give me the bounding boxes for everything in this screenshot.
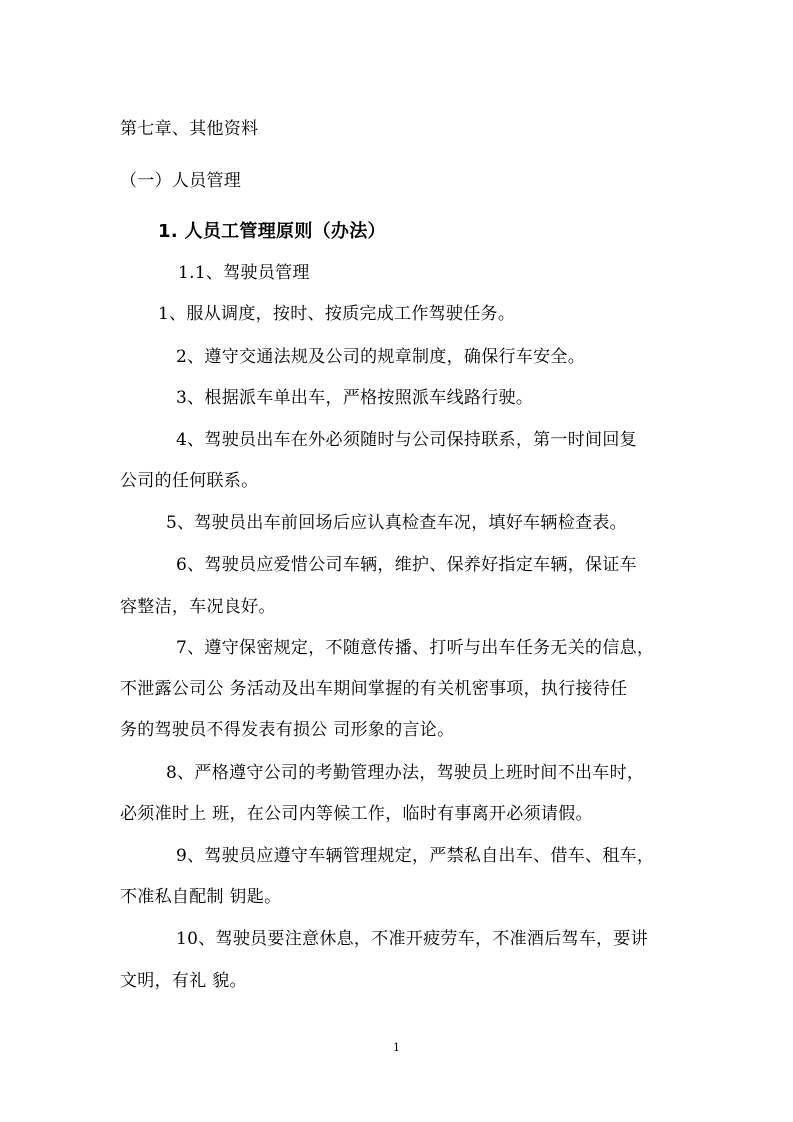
rule-7-line-2: 不泄露公司公 务活动及出车期间掌握的有关机密事项，执行接待任 xyxy=(120,679,628,699)
chapter-title: 第七章、其他资料 xyxy=(120,119,259,139)
rule-7-line-3: 务的驾驶员不得发表有损公 司形象的言论。 xyxy=(120,720,455,740)
rule-9-line-2: 不准私自配制 钥匙。 xyxy=(120,887,282,907)
rule-10-line-1: 10、驾驶员要注意休息，不准开疲劳车，不准酒后驾车，要讲 xyxy=(176,929,649,949)
subsection-title: 1. 人员工管理原则（办法） xyxy=(158,221,386,242)
rule-6-line-1: 6、驾驶员应爱惜公司车辆，维护、保养好指定车辆，保证车 xyxy=(176,555,637,575)
rule-3: 3、根据派车单出车，严格按照派车线路行驶。 xyxy=(176,388,534,408)
rule-5: 5、驾驶员出车前回场后应认真检查车况，填好车辆检查表。 xyxy=(166,513,627,533)
rule-4-line-1: 4、驾驶员出车在外必须随时与公司保持联系，第一时间回复 xyxy=(176,430,637,450)
rule-10-line-2: 文明，有礼 貌。 xyxy=(120,971,247,991)
rule-4-line-2: 公司的任何联系。 xyxy=(120,471,259,491)
rule-8-line-2: 必须准时上 班，在公司内等候工作，临时有事离开必须请假。 xyxy=(120,804,593,824)
rule-2: 2、遵守交通法规及公司的规章制度，确保行车安全。 xyxy=(176,347,586,367)
page-number: 1 xyxy=(393,1041,400,1054)
rule-1: 1、服从调度，按时、按质完成工作驾驶任务。 xyxy=(158,304,516,324)
rule-9-line-1: 9、驾驶员应遵守车辆管理规定，严禁私自出车、借车、租车， xyxy=(176,846,655,866)
rule-7-line-1: 7、遵守保密规定，不随意传播、打听与出车任务无关的信息， xyxy=(176,638,655,658)
section-title: （一）人员管理 xyxy=(120,171,242,191)
rule-6-line-2: 容整洁，车况良好。 xyxy=(120,597,276,617)
subsub-title: 1.1、驾驶员管理 xyxy=(178,263,310,283)
rule-8-line-1: 8、严格遵守公司的考勤管理办法，驾驶员上班时间不出车时， xyxy=(166,763,645,783)
